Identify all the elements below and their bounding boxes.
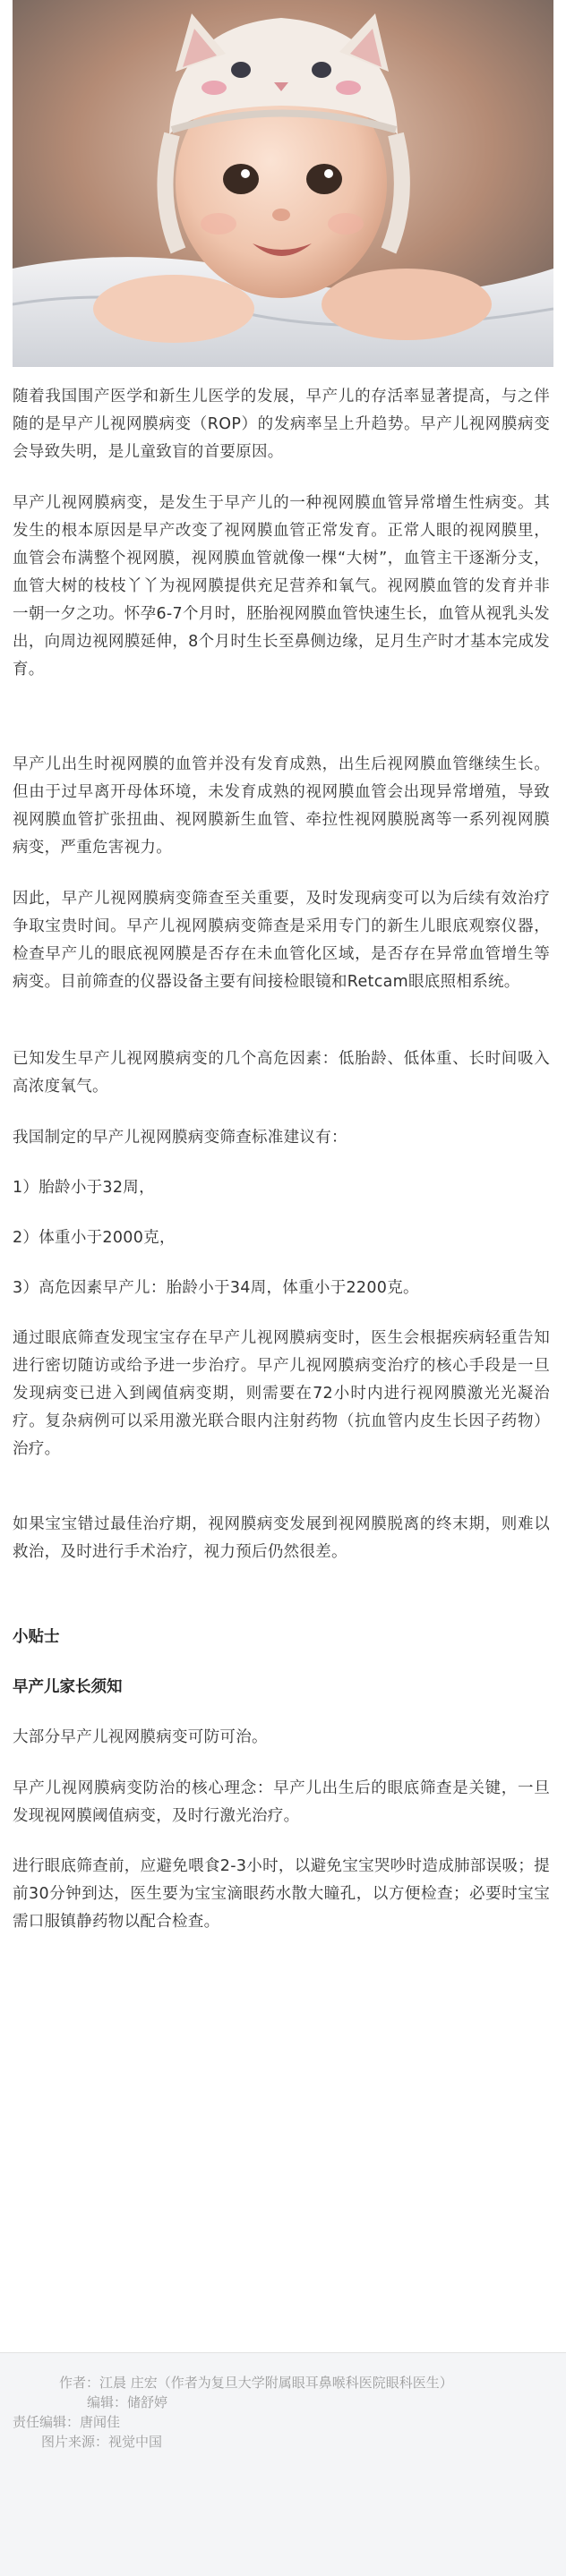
rop-definition-paragraph: 早产儿视网膜病变，是发生于早产儿的一种视网膜血管异常增生性病变。其发生的根本原因是早产改变了视网膜血管正常发育。正常人眼的视网膜里，血管会布满整个视网膜，视网膜血管就像一棵“大树”，血管主干逐渐分支，血管大树的枝枝丫丫为视网膜提供充足营养和氧气。视网膜血管的发育并非一朝一夕之功。怀孕6-7个月时，胚胎视网膜血管快速生长，血管从视乳头发出，向周边视网膜延伸，8个月时生长至鼻侧边缘，足月生产时才基本完成发育。 xyxy=(13,494,550,678)
late-stage-paragraph: 如果宝宝错过最佳治疗期，视网膜病变发展到视网膜脱离的终末期，则难以救治，及时进行手术治疗，视力预后仍然很差。 xyxy=(13,1515,550,1561)
risk-factors-paragraph: 已知发生早产儿视网膜病变的几个高危因素：低胎龄、低体重、长时间吸入高浓度氧气。 xyxy=(13,1050,550,1096)
hero-photo xyxy=(13,0,553,367)
baby-illustration xyxy=(13,0,553,367)
criteria-intro-paragraph: 我国制定的早产儿视网膜病变筛查标准建议有： xyxy=(13,1129,347,1147)
footer-divider xyxy=(0,2352,566,2353)
criteria-item-2: 2）体重小于2000克， xyxy=(13,1229,176,1247)
intro-paragraph: 随着我国围产医学和新生儿医学的发展，早产儿的存活率显著提高，与之伴随的是早产儿视网膜病变（ROP）的发病率呈上升趋势。早产儿视网膜病变会导致失明，是儿童致盲的首要原因。 xyxy=(13,388,550,461)
screening-paragraph: 因此，早产儿视网膜病变筛查至关重要，及时发现病变可以为后续有效治疗争取宝贵时间。早产儿视网膜病变筛查是采用专门的新生儿眼底观察仪器，检查早产儿的眼底视网膜是否存在未血管化区域，是否存在异常血管增生等病变。目前筛查的仪器设备主要有间接检眼镜和Retcam眼底照相系统。 xyxy=(13,890,550,991)
criteria-item-3: 3）高危因素早产儿：胎龄小于34周，体重小于2200克。 xyxy=(13,1279,419,1297)
tips-heading: 小贴士 xyxy=(13,1628,60,1646)
rop-cause-paragraph: 早产儿出生时视网膜的血管并没有发育成熟，出生后视网膜血管继续生长。但由于过早离开母体环境，未发育成熟的视网膜血管会出现异常增殖，导致视网膜血管扩张扭曲、视网膜新生血管、牵拉性视网膜脱离等一系列视网膜病变，严重危害视力。 xyxy=(13,755,550,857)
tips-subheading: 早产儿家长须知 xyxy=(13,1678,123,1696)
responsible-editor-credit: 责任编辑：唐闻佳 xyxy=(13,2414,121,2430)
author-credit: 作者：江晨 庄宏（作者为复旦大学附属眼耳鼻喉科医院眼科医生） xyxy=(59,2375,453,2391)
tips-paragraph: 进行眼底筛查前，应避免喂食2-3小时，以避免宝宝哭吵时造成肺部误吸；提前30分钟到达，医生要为宝宝滴眼药水散大瞳孔，以方便检查；必要时宝宝需口服镇静药物以配合检查。 xyxy=(13,1857,550,1931)
credits-footer xyxy=(0,2352,566,2576)
criteria-item-1: 1）胎龄小于32周， xyxy=(13,1179,155,1197)
editor-credit: 编辑：储舒婷 xyxy=(87,2394,168,2410)
image-source-credit: 图片来源：视觉中国 xyxy=(41,2434,163,2450)
tips-paragraph: 早产儿视网膜病变防治的核心理念：早产儿出生后的眼底筛查是关键，一旦发现视网膜阈值病变，及时行激光治疗。 xyxy=(13,1779,550,1825)
tips-paragraph: 大部分早产儿视网膜病变可防可治。 xyxy=(13,1728,268,1746)
treatment-paragraph: 通过眼底筛查发现宝宝存在早产儿视网膜病变时，医生会根据疾病轻重告知进行密切随访或给予进一步治疗。早产儿视网膜病变治疗的核心手段是一旦发现病变已进入到阈值病变期，则需要在72小时内进行视网膜激光光凝治疗。复杂病例可以采用激光联合眼内注射药物（抗血管内皮生长因子药物）治疗。 xyxy=(13,1329,550,1458)
